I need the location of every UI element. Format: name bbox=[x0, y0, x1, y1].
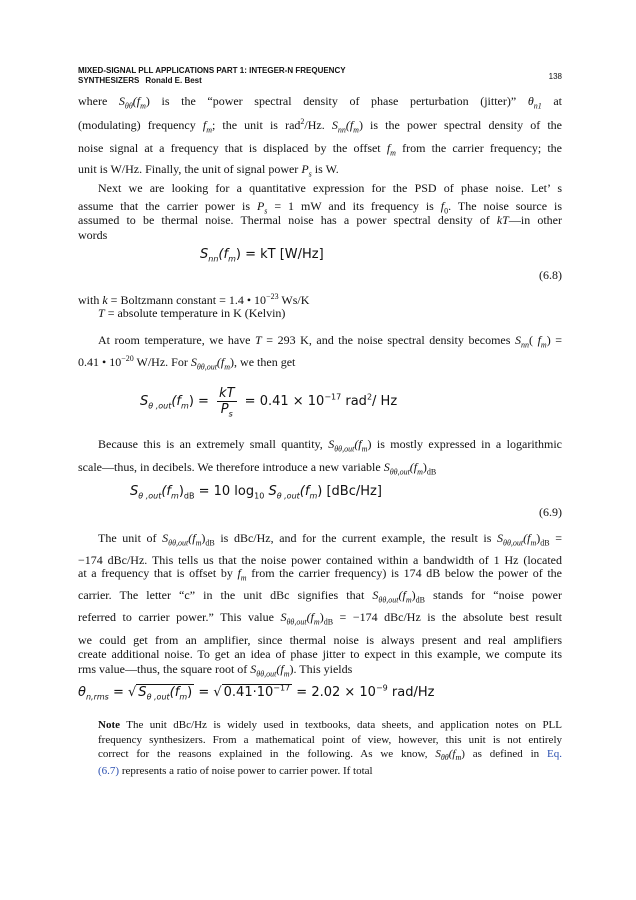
note-line3: correct for the reasons explained in the following. As we know, $S_{\theta\theta}(f_m)$ as defined in Eq. bbox=[98, 748, 562, 763]
equation-number-6-8: (6.8) bbox=[539, 268, 562, 282]
para5-line8: rms value—thus, the square root of $S_{\theta\theta,out}(f_m)$. This yields bbox=[78, 662, 353, 679]
para1-line1: where $S_{\theta\theta}(f_m)$ is the “power spectral density of phase perturbation (jitter)” $\theta_{n1}$ at bbox=[78, 94, 562, 111]
para5-line4: carrier. The letter “c” in the unit dBc signifies that $S_{\theta\theta,out}(f_m)_{dB}$ stands for “noise power bbox=[78, 588, 563, 605]
para3-line1: At room temperature, we have T = 293 K, and the noise spectral density becomes $S_{nn}$( $f_m$) = bbox=[98, 333, 563, 350]
para5-line5: referred to carrier power.” This value $S_{\theta\theta,out}(f_m)_{dB} = -174$ dBc/Hz is the absolute best result bbox=[78, 610, 563, 627]
para4-line2: scale—thus, in decibels. We therefore introduce a new variable $S_{\theta\theta,out}(f_m)_{dB}$ bbox=[78, 460, 437, 477]
para5-line2: −174 dBc/Hz. This tells us that the noise power contained within a bandwidth of 1 Hz (located bbox=[78, 553, 562, 567]
header-title-line2: SYNTHESIZERS bbox=[78, 76, 140, 85]
def-temperature: T = absolute temperature in K (Kelvin) bbox=[98, 306, 286, 320]
equation-number-6-9: (6.9) bbox=[539, 505, 562, 519]
para3-line2: 0.41 • $10^{-20}$ W/Hz. For $S_{\theta\theta,out}(f_m)$, we then get bbox=[78, 354, 296, 372]
para2-line1: Next we are looking for a quantitative expression for the PSD of phase noise. Let’ s bbox=[98, 181, 562, 195]
para1-line2: (modulating) frequency $f_m$; the unit is rad$^2$/Hz. $S_{nn}(f_m)$ is the power spectral density of the bbox=[78, 117, 562, 135]
equation-s-out: $S_{\theta ,out}(f_m)$ = $\frac{kT}{P_s}$ = $0.41 \times 10^{-17}$ rad$^2$/ Hz bbox=[140, 386, 398, 419]
note-label: Note bbox=[98, 719, 120, 731]
para2-line4: words bbox=[78, 228, 108, 242]
equation-6-9: $S_{\theta ,out}(f_m)_{dB} = 10$ $\log_{10} S_{\theta ,out}(f_m)$ [dBc/Hz] bbox=[130, 484, 382, 501]
note-line2: frequency synthesizers. From a mathematical point of view, however, this unit is not entirely bbox=[98, 734, 562, 746]
para4-line1: Because this is an extremely small quantity, $S_{\theta\theta,out}(f_m)$ is mostly expressed in a logarithmic bbox=[98, 437, 563, 454]
def-boltzmann: with k = Boltzmann constant = 1.4 • $10^{-23}$ Ws/K bbox=[78, 292, 310, 307]
note-line1: Note The unit dBc/Hz is widely used in textbooks, data sheets, and application notes on PLL bbox=[98, 719, 562, 731]
header-title-line1: MIXED-SIGNAL PLL APPLICATIONS PART 1: INTEGER-N FREQUENCY bbox=[78, 66, 346, 75]
para1-line3: noise signal at a frequency that is displaced by the offset $f_m$ from the carrier frequency; the bbox=[78, 141, 562, 158]
para5-line1: The unit of $S_{\theta\theta,out}(f_m)_{dB}$ is dBc/Hz, and for the current example, the result is $S_{\theta\theta,out}(f_m)_{dB}$ = bbox=[98, 531, 562, 548]
para5-line6: we could get from an amplifier, since thermal noise is always present and real amplifiers bbox=[78, 633, 562, 647]
equation-6-8: $S_{nn}(f_m)$ = kT [W/Hz] bbox=[200, 247, 324, 264]
equation-rms: $\theta_{n,rms}$ = √ $S_{\theta ,out}(f_m)$ = √ $0.41\cdot 10^{-17} = 2.02 \times 10^{-9}$ rad/Hz bbox=[78, 683, 435, 702]
eq-link[interactable]: Eq. bbox=[547, 748, 562, 760]
fraction-kt-over-ps: $\frac{kT}{P_s}$ bbox=[219, 386, 235, 419]
para2-line3: assumed to be thermal noise. Thermal noise has a power spectral density of kT—in other bbox=[78, 213, 562, 227]
para5-line7: create additional noise. To get an idea of phase jitter to expect in this example, we compute its bbox=[78, 647, 562, 661]
page-number: 138 bbox=[548, 72, 562, 81]
eq-6-7-link[interactable]: (6.7) bbox=[98, 765, 120, 777]
note-line4: (6.7) represents a ratio of noise power to carrier power. If total bbox=[98, 765, 373, 777]
running-header bbox=[78, 66, 558, 86]
header-author: Ronald E. Best bbox=[145, 76, 202, 85]
para2-line2: assume that the carrier power is $P_s = 1$ mW and its frequency is $f_0$. The noise source is bbox=[78, 199, 562, 216]
para1-line4: unit is W/Hz. Finally, the unit of signal power $P_s$ is W. bbox=[78, 162, 339, 179]
para5-line3: at a frequency that is offset by $f_m$ from the carrier frequency) is 174 dB below the power of the bbox=[78, 566, 562, 583]
